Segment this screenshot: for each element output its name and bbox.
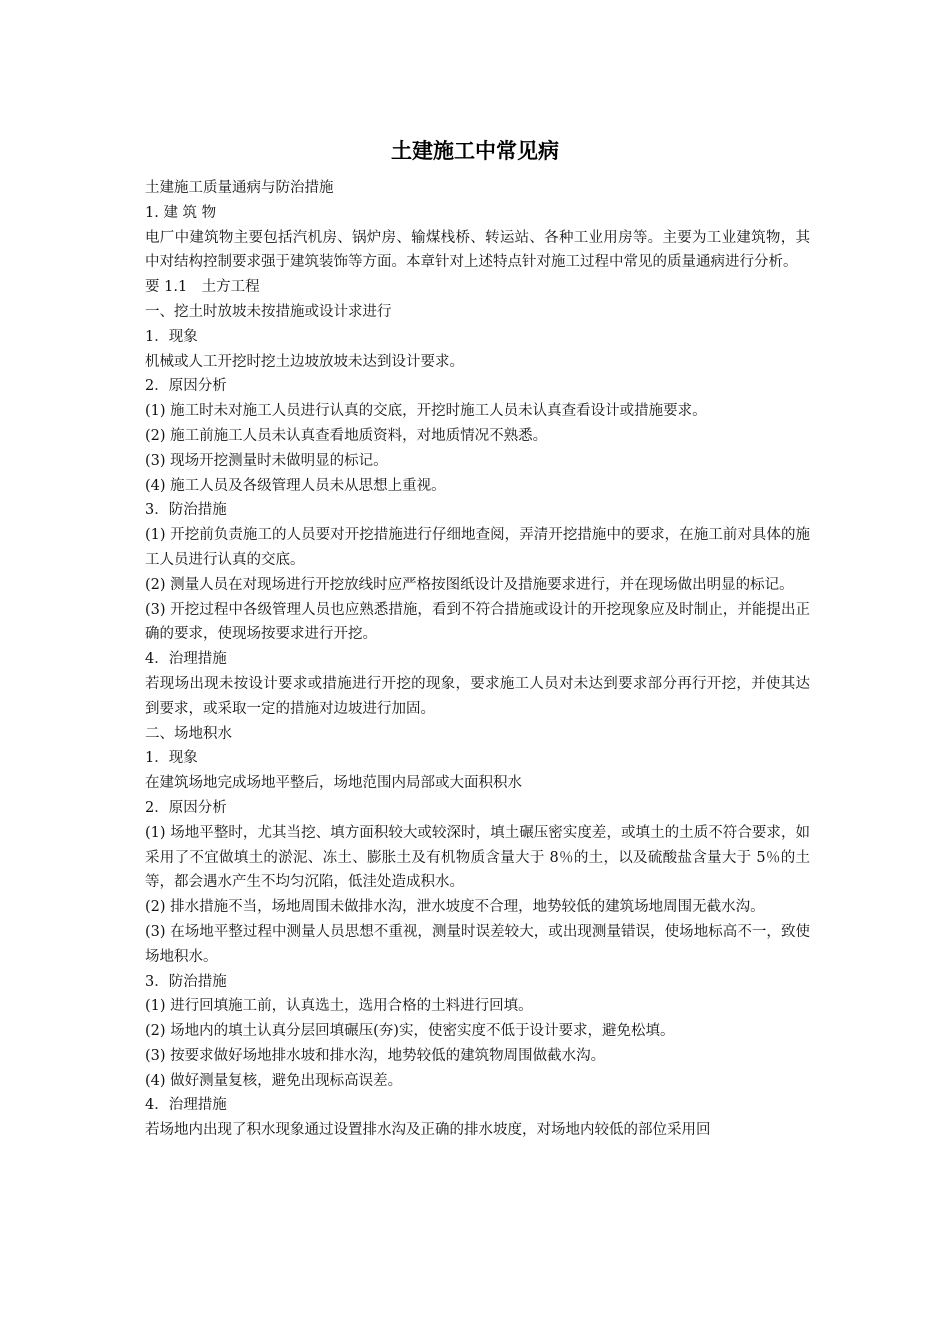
list-item: (4) 做好测量复核，避免出现标高误差。	[145, 1072, 403, 1089]
list-item: (2) 施工前施工人员未认真查看地质资料，对地质情况不熟悉。	[145, 427, 548, 444]
document-title: 土建施工中常见病	[391, 138, 559, 163]
paragraph: 若场地内出现了积水现象通过设置排水沟及正确的排水坡度，对场地内较低的部位采用回	[145, 1122, 711, 1139]
subheading: 3．防治措施	[145, 502, 227, 519]
paragraph: 土建施工质量通病与防治措施	[145, 180, 334, 196]
section-heading: 一、挖土时放坡未按措施或设计求进行	[145, 303, 392, 320]
list-item: (1) 施工时未对施工人员进行认真的交底，开挖时施工人员未认真查看设计或措施要求。	[145, 403, 707, 420]
list-item: (3) 现场开挖测量时未做明显的标记。	[145, 452, 388, 469]
subheading: 4．治理措施	[145, 1097, 227, 1114]
section-heading: 要 1.1 土方工程	[145, 279, 260, 296]
subheading: 3．防治措施	[145, 973, 227, 990]
list-item: (3) 按要求做好场地排水坡和排水沟，地势较低的建筑物周围做截水沟。	[145, 1047, 606, 1064]
list-item: (1) 进行回填施工前，认真选土，选用合格的土料进行回填。	[145, 998, 533, 1015]
subheading: 2．原因分析	[145, 799, 227, 816]
subheading: 1．现象	[145, 328, 198, 345]
subheading: 1．现象	[145, 750, 198, 767]
list-item: (2) 测量人员在对现场进行开挖放线时应严格按图纸设计及措施要求进行，并在现场做出明显的标记。	[145, 576, 794, 593]
paragraph: 在建筑场地完成场地平整后，场地范围内局部或大面积积水	[145, 775, 522, 792]
list-item: (1) 场地平整时，尤其当挖、填方面积较大或较深时，填土碾压密实度差，或填土的土质不符合要求，如采用了不宜做填土的淤泥、冻土、膨胀土及有机物质含量大于 8％的土，以及硫酸盐含量大于 5％的土等，都会遇水产生不均匀沉陷，低洼处造成积水。	[145, 824, 810, 891]
list-item: (2) 排水措施不当，场地周围未做排水沟，泄水坡度不合理，地势较低的建筑场地周围无截水沟。	[145, 899, 765, 916]
document-body	[145, 176, 810, 1143]
list-item: (1) 开挖前负责施工的人员要对开挖措施进行仔细地查阅，弄清开挖措施中的要求，在施工前对具体的施工人员进行认真的交底。	[145, 527, 810, 568]
list-item: (2) 场地内的填土认真分层回填碾压(夯)实，使密实度不低于设计要求，避免松填。	[145, 1023, 675, 1040]
paragraph: 机械或人工开挖时挖土边坡放坡未达到设计要求。	[145, 353, 464, 370]
section-heading: 1. 建 筑 物	[145, 204, 217, 221]
list-item: (3) 开挖过程中各级管理人员也应熟悉措施，看到不符合措施或设计的开挖现象应及时制止，并能提出正确的要求，使现场按要求进行开挖。	[145, 601, 810, 643]
list-item: (4) 施工人员及各级管理人员未从思想上重视。	[145, 477, 446, 494]
paragraph: 若现场出现未按设计要求或措施进行开挖的现象，要求施工人员对未达到要求部分再行开挖，并使其达到要求，或采取一定的措施对边坡进行加固。	[145, 675, 810, 717]
paragraph: 电厂中建筑物主要包括汽机房、锅炉房、输煤栈桥、转运站、各种工业用房等。主要为工业建筑物，其中对结构控制要求强于建筑装饰等方面。本章针对上述特点针对施工过程中常见的质量通病进行分析。	[145, 229, 810, 271]
subheading: 2．原因分析	[145, 378, 227, 395]
section-heading: 二、场地积水	[145, 725, 232, 742]
subheading: 4．治理措施	[145, 651, 227, 668]
list-item: (3) 在场地平整过程中测量人员思想不重视，测量时误差较大，或出现测量错误，使场地标高不一，致使场地积水。	[145, 923, 810, 965]
